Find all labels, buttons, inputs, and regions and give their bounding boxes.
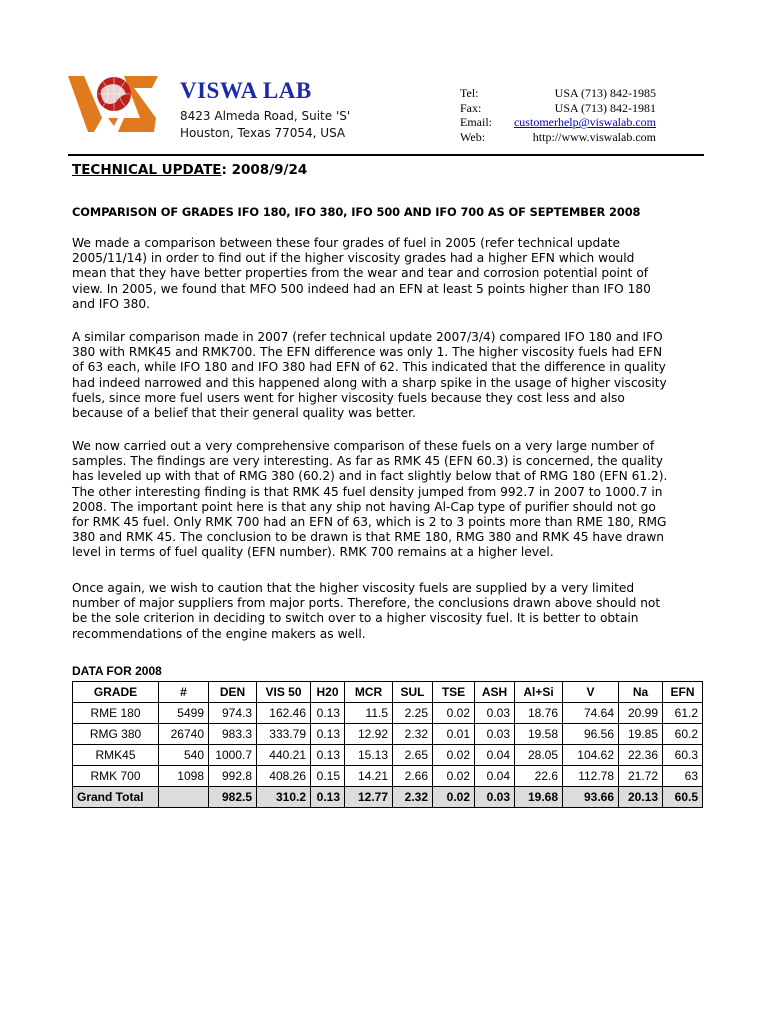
table-cell: 310.2 [257, 787, 311, 808]
column-header: GRADE [73, 682, 159, 703]
paragraph-line: recommendations of the engine makers as well. [72, 626, 366, 641]
paragraph-line: The other interesting finding is that RMK 45 fuel density jumped from 992.7 in 2007 to 1000.7 in [72, 484, 663, 499]
contact-row-web [460, 130, 656, 145]
table-cell: 0.13 [311, 703, 345, 724]
table-row [73, 745, 703, 766]
table-cell: 14.21 [345, 766, 393, 787]
table-cell: 21.72 [619, 766, 663, 787]
column-header: TSE [433, 682, 475, 703]
table-cell: 2.32 [393, 787, 433, 808]
table-cell: 2.65 [393, 745, 433, 766]
table-cell: 982.5 [209, 787, 257, 808]
paragraph-line: samples. The findings are very interesting. As far as RMK 45 (EFN 60.3) is concerned, the quality [72, 454, 664, 469]
company-name: VISWA LAB [180, 78, 312, 103]
contact-row-fax [460, 101, 656, 116]
web-link[interactable]: http://www.viswalab.com [532, 129, 656, 144]
document-title [72, 162, 307, 178]
grade-cell: RMG 380 [73, 724, 159, 745]
table-cell: 974.3 [209, 703, 257, 724]
column-header: V [563, 682, 619, 703]
table-cell: 333.79 [257, 724, 311, 745]
table-cell: 93.66 [563, 787, 619, 808]
table-cell: 20.13 [619, 787, 663, 808]
paragraph-line: mean that they have better properties from the wear and tear and corrosion potential point of [72, 266, 649, 281]
column-header: ASH [475, 682, 515, 703]
contact-block [460, 86, 656, 144]
title-label: TECHNICAL UPDATE [72, 162, 222, 178]
paragraph-line: 2005/11/14) in order to find out if the higher viscosity grades had a higher EFN which would [72, 251, 635, 266]
table-cell: 440.21 [257, 745, 311, 766]
paragraph-line: and IFO 380. [72, 296, 151, 311]
column-header: EFN [663, 682, 703, 703]
paragraph-line: fuels, since more fuel users went for higher viscosity fuels because they cost less and also [72, 390, 625, 405]
table-cell: 0.02 [433, 787, 475, 808]
table-cell: 408.26 [257, 766, 311, 787]
table-cell: 12.92 [345, 724, 393, 745]
fax-value: USA (713) 842-1981 [554, 100, 656, 115]
fax-label: Fax: [460, 100, 482, 115]
table-cell: 19.58 [515, 724, 563, 745]
table-cell: 0.01 [433, 724, 475, 745]
table-cell: 0.03 [475, 724, 515, 745]
table-cell: 112.78 [563, 766, 619, 787]
paragraph-line: We made a comparison between these four grades of fuel in 2005 (refer technical update [72, 236, 620, 250]
table-cell: 20.99 [619, 703, 663, 724]
paragraph-1 [72, 236, 708, 312]
table-cell: 2.25 [393, 703, 433, 724]
paragraph-2 [72, 330, 708, 421]
paragraph-line: 380 with RMK45 and RMK700. The EFN difference was only 1. The higher viscosity fuels had EFN [72, 345, 663, 360]
table-cell: 2.66 [393, 766, 433, 787]
paragraph-line: for RMK 45 fuel. Only RMK 700 had an EFN of 63, which is 2 to 3 points more than RME 180, RMG [72, 515, 667, 530]
table-cell: 22.36 [619, 745, 663, 766]
table-cell: 983.3 [209, 724, 257, 745]
tel-label: Tel: [460, 86, 479, 100]
table-cell: 0.04 [475, 745, 515, 766]
table-cell: 0.03 [475, 703, 515, 724]
header-divider [68, 154, 704, 156]
table-cell: 28.05 [515, 745, 563, 766]
table-cell: 992.8 [209, 766, 257, 787]
paragraph-line: 380 and RMK 45. The conclusion to be drawn is that RME 180, RMG 380 and RMK 45 have drawn [72, 530, 665, 545]
column-header: Al+Si [515, 682, 563, 703]
table-cell: 2.32 [393, 724, 433, 745]
table-cell: 0.02 [433, 703, 475, 724]
table-row [73, 724, 703, 745]
table-cell: 60.5 [663, 787, 703, 808]
paragraph-line: Once again, we wish to caution that the higher viscosity fuels are supplied by a very limited [72, 581, 635, 595]
table-cell: 0.02 [433, 745, 475, 766]
paragraph-3 [72, 439, 708, 561]
table-cell: 0.15 [311, 766, 345, 787]
paragraph-line: of 63 each, while IFO 180 and IFO 380 had EFN of 62. This indicated that the difference in quality [72, 360, 666, 375]
table-cell: 60.3 [663, 745, 703, 766]
table-cell: 1000.7 [209, 745, 257, 766]
paragraph-line: view. In 2005, we found that MFO 500 indeed had an EFN at least 5 points higher than IFO 180 [72, 281, 651, 296]
table-cell: 19.85 [619, 724, 663, 745]
paragraph-line: We now carried out a very comprehensive comparison of these fuels on a very large number of [72, 439, 655, 453]
table-cell: 18.76 [515, 703, 563, 724]
table-cell: 60.2 [663, 724, 703, 745]
column-header: MCR [345, 682, 393, 703]
paragraph-4 [72, 581, 708, 642]
table-cell: 1098 [159, 766, 209, 787]
paragraph-line: 2008. The important point here is that any ship not having Al-Cap type of purifier should not go [72, 499, 656, 514]
table-header-row [73, 682, 703, 703]
column-header: VIS 50 [257, 682, 311, 703]
table-cell [159, 787, 209, 808]
table-cell: 0.13 [311, 745, 345, 766]
table-cell: 74.64 [563, 703, 619, 724]
table-cell: 96.56 [563, 724, 619, 745]
table-cell: 61.2 [663, 703, 703, 724]
column-header: H20 [311, 682, 345, 703]
table-cell: 22.6 [515, 766, 563, 787]
address-line-2: Houston, Texas 77054, USA [180, 126, 346, 140]
table-cell: 5499 [159, 703, 209, 724]
address-line-1: 8423 Almeda Road, Suite 'S' [180, 109, 351, 123]
email-link[interactable]: customerhelp@viswalab.com [513, 115, 656, 130]
table-cell: 12.77 [345, 787, 393, 808]
table-cell: 0.13 [311, 787, 345, 808]
title-date: : 2008/9/24 [221, 162, 308, 178]
table-row [73, 703, 703, 724]
email-label: Email: [460, 115, 492, 130]
grade-cell: RMK45 [73, 745, 159, 766]
paragraph-line: level in terms of fuel quality (EFN number). RMK 700 remains at a higher level. [72, 545, 554, 560]
table-cell: 63 [663, 766, 703, 787]
table-cell: 19.68 [515, 787, 563, 808]
viswa-lab-logo [68, 66, 158, 134]
table-cell: 162.46 [257, 703, 311, 724]
grade-cell: RMK 700 [73, 766, 159, 787]
grand-total-label: Grand Total [73, 787, 159, 808]
paragraph-line: had indeed narrowed and this happened along with a sharp spike in the usage of higher viscosity [72, 375, 667, 390]
contact-row-tel [460, 86, 656, 101]
column-header: DEN [209, 682, 257, 703]
paragraph-line: number of major suppliers from major ports. Therefore, the conclusions drawn above should not [72, 596, 661, 611]
grand-total-row [73, 787, 703, 808]
table-cell: 540 [159, 745, 209, 766]
table-cell: 0.02 [433, 766, 475, 787]
web-label: Web: [460, 129, 486, 144]
table-cell: 26740 [159, 724, 209, 745]
paragraph-line: be the sole criterion in deciding to switch over to a higher viscosity fuel. It is better to obtain [72, 611, 639, 626]
tel-value: USA (713) 842-1985 [554, 86, 656, 100]
table-cell: 15.13 [345, 745, 393, 766]
grade-cell: RME 180 [73, 703, 159, 724]
table-cell: 11.5 [345, 703, 393, 724]
table-cell: 0.03 [475, 787, 515, 808]
section-heading: COMPARISON OF GRADES IFO 180, IFO 380, IFO 500 AND IFO 700 AS OF SEPTEMBER 2008 [72, 205, 641, 219]
contact-row-email [460, 115, 656, 130]
table-cell: 0.04 [475, 766, 515, 787]
column-header: # [159, 682, 209, 703]
table-cell: 0.13 [311, 724, 345, 745]
column-header: SUL [393, 682, 433, 703]
table-title: DATA FOR 2008 [72, 664, 162, 678]
table-row [73, 766, 703, 787]
table-cell: 104.62 [563, 745, 619, 766]
paragraph-line: A similar comparison made in 2007 (refer technical update 2007/3/4) compared IFO 180 and IFO [72, 330, 663, 344]
fuel-data-table [72, 681, 703, 808]
paragraph-line: because of a belief that their general quality was better. [72, 406, 416, 421]
paragraph-line: has leveled up with that of RMG 380 (60.2) and in fact slightly below that of RMG 180 (EFN 61.2). [72, 469, 668, 484]
column-header: Na [619, 682, 663, 703]
